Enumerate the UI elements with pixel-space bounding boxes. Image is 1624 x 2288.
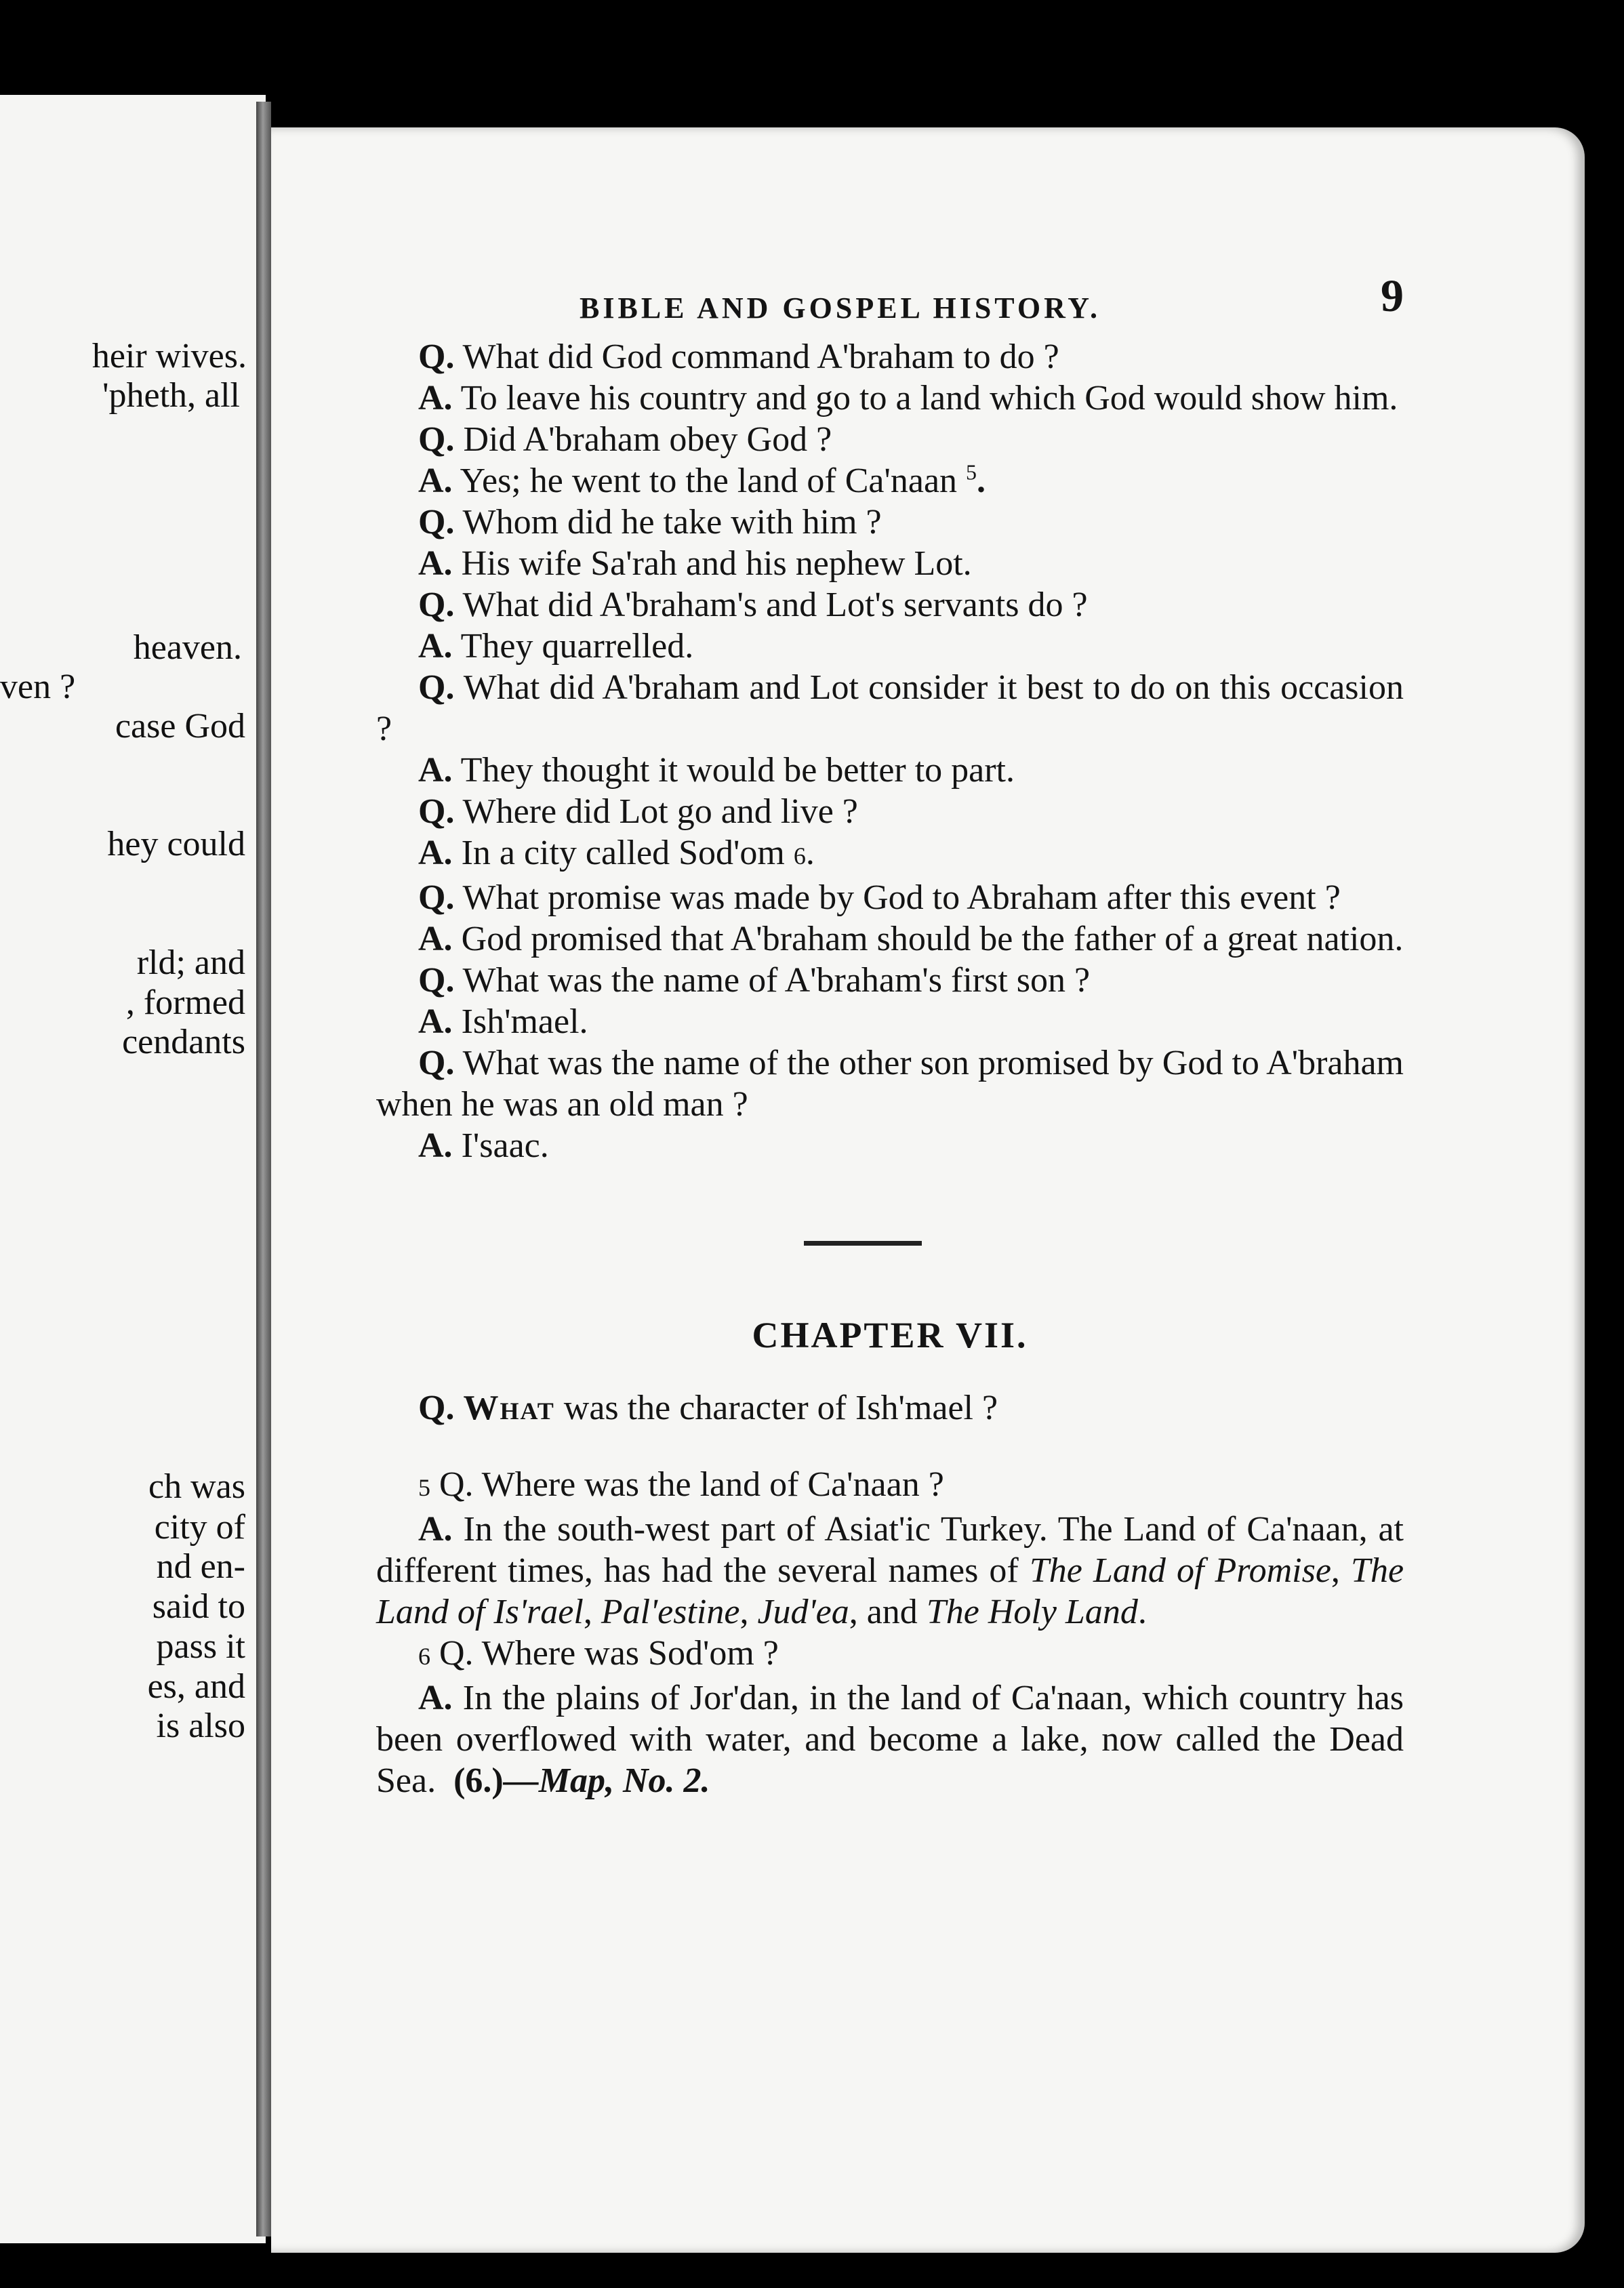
footnote-5-answer: A. In the south-west part of Asiat'ic Turkey. The Land of Ca'naan, at different times, has had the several names of The Land of Promise, The Land of Is'rael, Pal'estine, Jud'ea, and The Holy Land. xyxy=(376,1510,1404,1631)
footnotes xyxy=(376,1464,1404,1801)
left-page-text: city of xyxy=(154,1508,245,1547)
left-page-text: hey could xyxy=(107,825,245,863)
left-page-text: ven ? xyxy=(0,668,76,706)
footnote-5-question: 5 Q. Where was the land of Ca'naan ? xyxy=(418,1465,944,1504)
qa-item: A. They thought it would be better to part. xyxy=(418,751,1015,790)
qa-list xyxy=(376,336,1404,1166)
chapter-heading: CHAPTER VII. xyxy=(752,1315,1028,1355)
left-page-text: 'pheth, all xyxy=(102,376,240,415)
running-head xyxy=(580,271,1404,336)
qa-item: Q. Where did Lot go and live ? xyxy=(418,792,858,831)
qa-item: Q. What did A'braham and Lot consider it best to do on this occasion ? xyxy=(376,668,1404,748)
left-page-text: , formed xyxy=(125,983,245,1022)
qa-item: A. In a city called Sod'om 6. xyxy=(418,834,815,872)
section-divider xyxy=(804,1241,922,1246)
running-title: BIBLE AND GOSPEL HISTORY. xyxy=(580,291,1101,325)
left-page-text: es, and xyxy=(147,1667,245,1706)
footnote-6-question: 6 Q. Where was Sod'om ? xyxy=(418,1634,779,1673)
left-page-text: nd en- xyxy=(156,1547,245,1586)
footnote-6-answer: A. In the plains of Jor'dan, in the land of Ca'naan, which country has been overflowed with water, and become a lake, now called the Dead Sea. (6.)—Map, No. 2. xyxy=(376,1679,1404,1800)
qa-item: Q. What was the name of the other son promised by God to A'braham when he was an old man ? xyxy=(376,1044,1404,1124)
footnote-ref: 6 xyxy=(793,842,806,870)
qa-item: A. His wife Sa'rah and his nephew Lot. xyxy=(418,544,972,583)
qa-item: Q. Whom did he take with him ? xyxy=(418,503,882,542)
left-page-text: is also xyxy=(156,1707,245,1745)
left-page-text: heaven. xyxy=(133,628,242,667)
page-number: 9 xyxy=(1381,270,1404,321)
qa-item: Q. What did God command A'braham to do ? xyxy=(418,338,1059,376)
qa-item: A. To leave his country and go to a land which God would show him. xyxy=(418,379,1398,417)
left-page-text: rld; and xyxy=(136,943,245,982)
qa-item: Q. Did A'braham obey God ? xyxy=(418,420,832,459)
left-page-text: heir wives. xyxy=(92,337,247,375)
book-gutter xyxy=(256,102,271,2236)
left-page-text: cendants xyxy=(122,1023,245,1061)
qa-item: Q. What did A'braham's and Lot's servants do ? xyxy=(418,586,1088,624)
footnote-ref: 5 xyxy=(966,459,977,485)
qa-item: A. They quarrelled. xyxy=(418,627,694,666)
qa-item: A. Yes; he went to the land of Ca'naan $^5$. xyxy=(418,459,986,500)
qa-item: A. God promised that A'braham should be the father of a great nation. xyxy=(418,920,1404,958)
left-page-text: pass it xyxy=(156,1627,245,1666)
left-page-text: said to xyxy=(152,1587,245,1626)
qa-item: Q. What was the name of A'braham's first son ? xyxy=(418,961,1091,1000)
qa-item: Q. What promise was made by God to Abraham after this event ? xyxy=(418,878,1341,917)
chapter-first-question: Q. What was the character of Ish'mael ? xyxy=(418,1389,998,1427)
left-page-text: ch was xyxy=(148,1467,245,1506)
map-reference: —Map, No. 2. xyxy=(503,1761,710,1800)
page-content xyxy=(376,271,1404,1801)
left-page-fragment xyxy=(0,95,266,2243)
qa-item: A. Ish'mael. xyxy=(418,1002,588,1041)
left-page-text: case God xyxy=(115,707,245,745)
qa-item: A. I'saac. xyxy=(418,1126,549,1165)
